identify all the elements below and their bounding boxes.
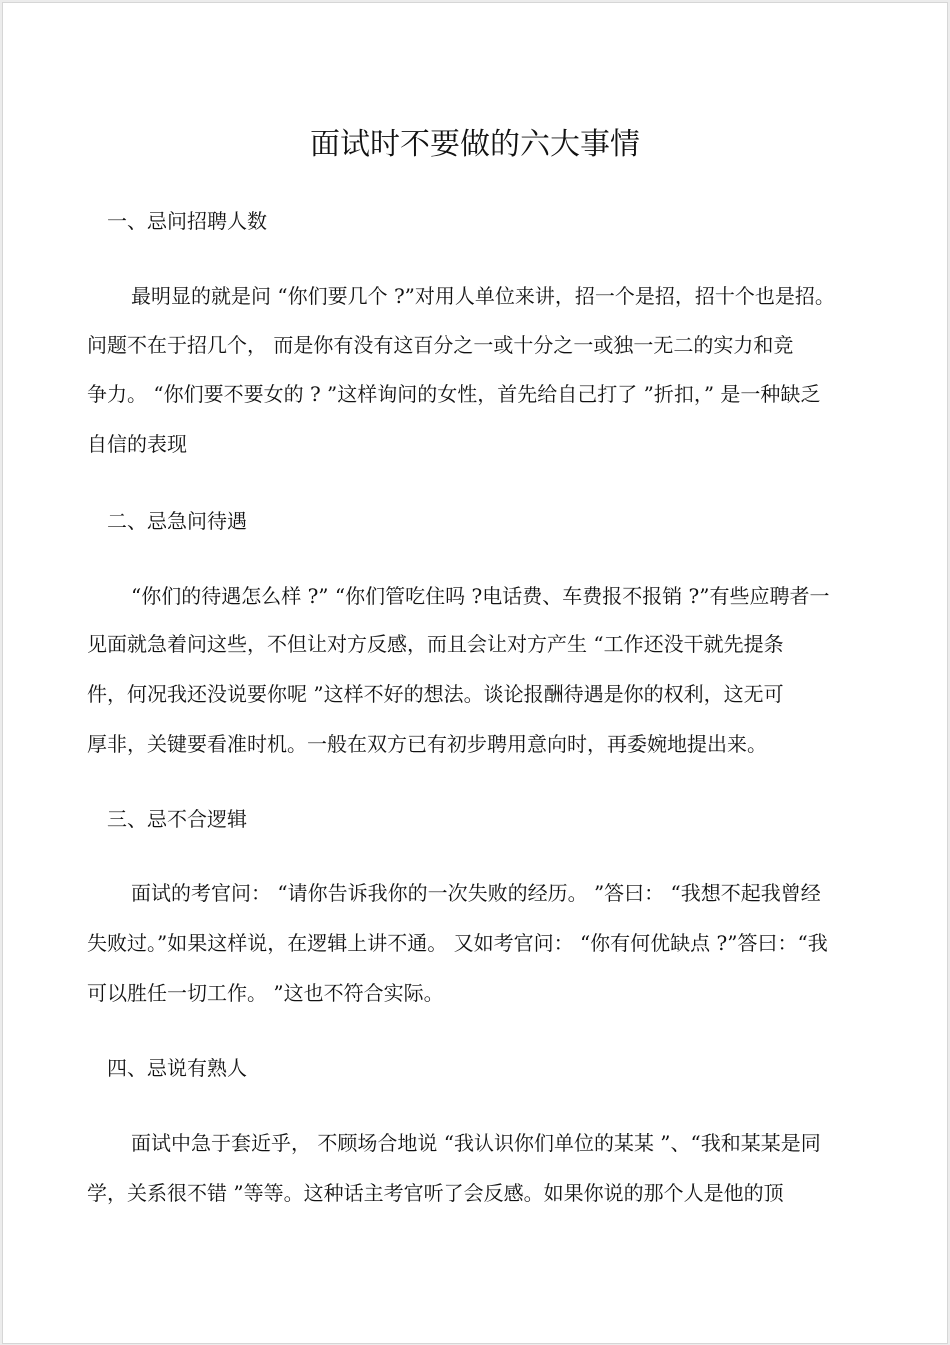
section-4-line-2: 学，关系很不错 ”等等。这种话主考官听了会反感。如果你说的那个人是他的顶 [87,1181,784,1205]
section-3-heading: 三、忌不合逻辑 [107,807,247,831]
section-1-line-4: 自信的表现 [87,432,187,456]
section-1-line-2: 问题不在于招几个， 而是你有没有这百分之一或十分之一或独一无二的实力和竞 [87,333,794,357]
section-4-heading: 四、忌说有熟人 [107,1056,247,1080]
section-1-line-1: 最明显的就是问 “你们要几个 ?”对用人单位来讲，招一个是招，招十个也是招。 [131,284,835,308]
section-3-line-2: 失败过。”如果这样说，在逻辑上讲不通。 又如考官问： “你有何优缺点 ?”答曰：“我 [87,931,828,955]
section-3-line-3: 可以胜任一切工作。 ”这也不符合实际。 [87,981,444,1005]
section-2-line-1: “你们的待遇怎么样 ?” “你们管吃住吗 ?电话费、车费报不报销 ?”有些应聘者一 [131,584,830,608]
section-3-line-1: 面试的考官问： “请你告诉我你的一次失败的经历。 ”答曰： “我想不起我曾经 [131,881,821,905]
section-1-line-3: 争力。 “你们要不要女的 ? ”这样询问的女性，首先给自己打了 ”折扣，” 是一种缺乏 [87,382,821,406]
section-2-line-4: 厚非，关键要看准时机。一般在双方已有初步聘用意向时，再委婉地提出来。 [87,732,767,756]
document-page [2,2,948,1344]
section-4-line-1: 面试中急于套近乎， 不顾场合地说 “我认识你们单位的某某 ”、“我和某某是同 [131,1131,821,1155]
section-1-heading: 一、忌问招聘人数 [107,209,267,233]
section-2-heading: 二、忌急问待遇 [107,509,247,533]
section-2-line-2: 见面就急着问这些，不但让对方反感，而且会让对方产生 “工作还没干就先提条 [87,632,784,656]
section-2-line-3: 件，何况我还没说要你呢 ”这样不好的想法。谈论报酬待遇是你的权利，这无可 [87,682,784,706]
document-title: 面试时不要做的六大事情 [310,127,640,162]
